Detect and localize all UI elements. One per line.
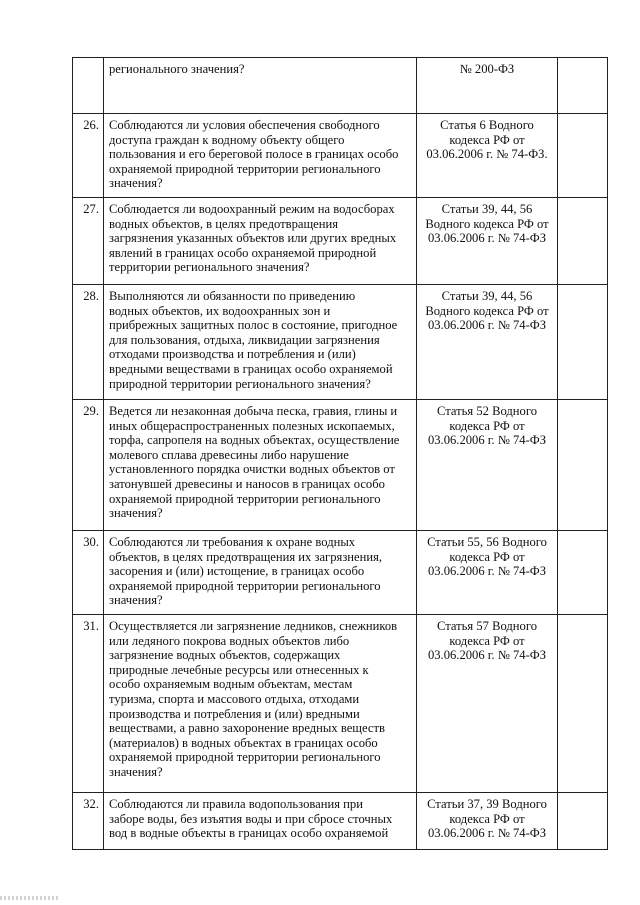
reference-line: Статья 6 Водного [440,118,534,132]
reference-line: Статьи 37, 39 Водного [427,797,547,811]
question-line: молевого сплава древесины либо нарушение [109,447,349,462]
item-number: 32. [73,793,104,850]
item-number: 29. [73,400,104,531]
question-line: вредными веществами в границах особо охраняемой [109,361,393,376]
question-line: отходами производства и потребления и (или) [109,347,356,362]
reference-line: кодекса РФ от [449,633,525,648]
legal-reference [417,615,558,793]
reference-line: Статьи 39, 44, 56 [441,289,533,303]
answer-cell[interactable] [558,400,608,531]
checklist-question [104,285,417,400]
answer-cell[interactable] [558,615,608,793]
question-line: вод в водные объекты в границах особо охраняемой [109,826,389,841]
reference-line: 03.06.2006 г. № 74-ФЗ [427,231,547,246]
legal-reference [417,285,558,400]
question-line: значения? [109,764,163,779]
question-line: объектов, в целях предотвращения их загрязнения, [109,549,383,564]
question-line: установленного порядка очистки водных объектов от [109,462,395,477]
question-line: Соблюдаются ли правила водопользования при [109,797,363,811]
question-line: Соблюдаются ли требования к охране водных [109,535,356,549]
question-line: водных объектов, их водоохранных зон и [109,303,331,318]
question-line: Соблюдаются ли условия обеспечения свободного [109,118,380,132]
reference-line: 03.06.2006 г. № 74-ФЗ [427,826,547,841]
table-row [73,58,608,114]
legal-reference [417,793,558,850]
checklist-question [104,198,417,285]
question-line: охраняемой природной территории регионального [109,578,381,593]
table-row [73,285,608,400]
checklist-question [104,615,417,793]
question-line: регионального значения? [109,62,245,76]
legal-reference [417,531,558,615]
answer-cell[interactable] [558,198,608,285]
question-line: значения? [109,593,163,608]
legal-reference [417,198,558,285]
question-line: Ведется ли незаконная добыча песка, гравия, глины и [109,404,398,418]
reference-line: кодекса РФ от [449,132,525,147]
item-number: 31. [73,615,104,793]
table-row [73,793,608,850]
checklist-question [104,114,417,198]
question-line: засорения и (или) истощение, в границах особо [109,564,365,579]
scan-artifact [0,896,60,900]
question-line: загрязнение водных объектов, содержащих [109,648,341,663]
question-line: или ледяного покрова водных объектов либо [109,633,350,648]
legal-reference [417,400,558,531]
legal-reference [417,114,558,198]
question-line: охраняемой природной территории регионального [109,161,381,176]
answer-cell[interactable] [558,114,608,198]
question-line: туризма, спорта и массового отдыха, отходами [109,691,360,706]
reference-line: 03.06.2006 г. № 74-ФЗ [427,564,547,579]
question-line: явлений в границах особо охраняемой природной [109,245,377,260]
item-number: 30. [73,531,104,615]
question-line: водных объектов, в целях предотвращения [109,216,339,231]
table-body [73,58,608,850]
question-line: иных общераспространенных полезных ископаемых, [109,418,395,433]
checklist-question [104,793,417,850]
legal-reference [417,58,558,114]
question-line: особо охраняемым водным объектам, местам [109,677,353,692]
reference-line: 03.06.2006 г. № 74-ФЗ [427,318,547,333]
question-line: территории регионального значения? [109,260,310,275]
item-number: 27. [73,198,104,285]
answer-cell[interactable] [558,285,608,400]
reference-line: Статья 57 Водного [436,619,537,633]
reference-line: кодекса РФ от [449,418,525,433]
question-line: Выполняются ли обязанности по приведению [109,289,356,303]
item-number: 26. [73,114,104,198]
item-number [73,58,104,114]
question-line: значения? [109,176,163,191]
question-line: охраняемой природной территории регионального [109,750,381,765]
question-line: торфа, сапропеля на водных объектах, осуществление [109,433,400,448]
question-line: (материалов) в водных объектах в границах особо [109,735,378,750]
reference-line: Статья 52 Водного [436,404,537,418]
table-row [73,531,608,615]
reference-line: кодекса РФ от [449,811,525,826]
reference-line: 03.06.2006 г. № 74-ФЗ [427,433,547,448]
question-line: природной территории регионального значения? [109,376,371,391]
answer-cell[interactable] [558,58,608,114]
table-row [73,114,608,198]
answer-cell[interactable] [558,531,608,615]
question-line: охраняемой природной территории регионального [109,491,381,506]
reference-line: кодекса РФ от [449,549,525,564]
question-line: доступа граждан к водному объекту общего [109,132,345,147]
checklist-question [104,531,417,615]
table-row [73,198,608,285]
question-line: производства и потребления и (или) вредными [109,706,360,721]
question-line: значения? [109,506,163,521]
table-row [73,400,608,531]
question-line: веществами, а равно захоронение вредных веществ [109,721,385,736]
answer-cell[interactable] [558,793,608,850]
question-line: загрязнения указанных объектов или других вредных [109,231,397,246]
reference-line: Водного кодекса РФ от [425,303,549,318]
question-line: затонувшей древесины и наносов в границах особо [109,476,385,491]
question-line: пользования и его береговой полосе в границах особо [109,147,399,162]
table-row [73,615,608,793]
checklist-question [104,400,417,531]
reference-line: 03.06.2006 г. № 74-ФЗ. [426,147,548,162]
reference-line: № 200-ФЗ [459,62,515,76]
checklist-question [104,58,417,114]
question-line: природные лечебные ресурсы или отнесенных к [109,662,369,677]
reference-line: Статьи 39, 44, 56 [441,202,533,216]
inspection-checklist-table [72,57,608,850]
reference-line: Статьи 55, 56 Водного [427,535,547,549]
item-number: 28. [73,285,104,400]
question-line: прибрежных защитных полос в состояние, пригодное [109,318,398,333]
reference-line: 03.06.2006 г. № 74-ФЗ [427,648,547,663]
reference-line: Водного кодекса РФ от [425,216,549,231]
question-line: для пользования, отдыха, ликвидации загрязнения [109,332,380,347]
question-line: Соблюдается ли водоохранный режим на водосборах [109,202,395,216]
question-line: Осуществляется ли загрязнение ледников, снежников [109,619,398,633]
question-line: заборе воды, без изъятия воды и при сбросе сточных [109,811,393,826]
